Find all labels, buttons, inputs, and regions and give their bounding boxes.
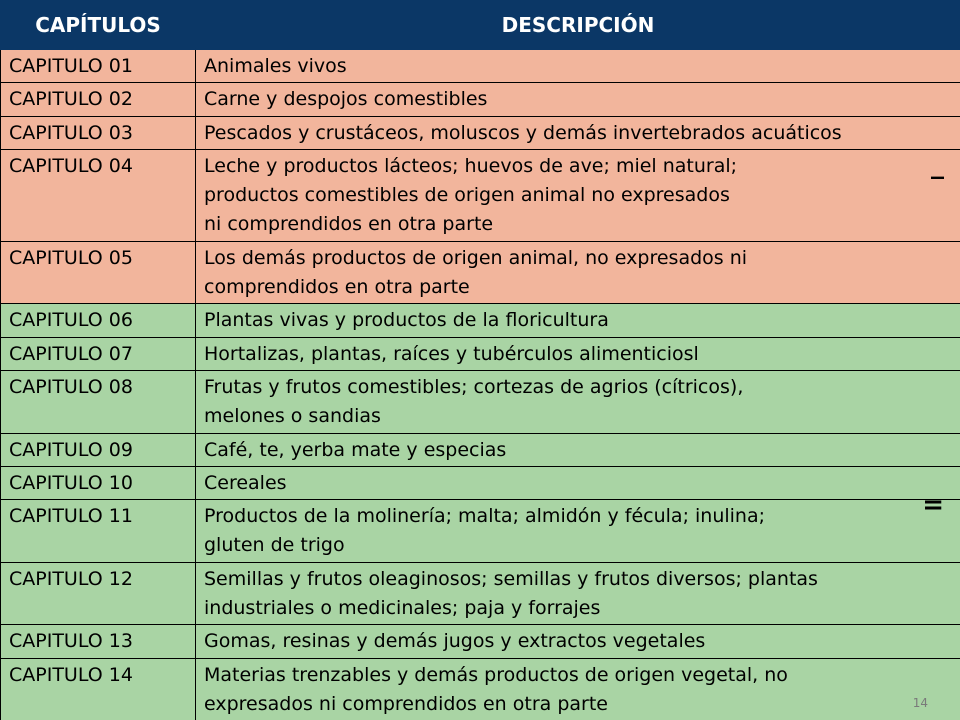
chapter-cell: CAPITULO 13	[1, 625, 196, 658]
table-row	[1, 562, 960, 625]
description-cell: Animales vivos	[196, 50, 960, 83]
description-cell: Semillas y frutos oleaginosos; semillas y frutos diversos; plantas industriales o medicinales; paja y forrajes	[196, 562, 960, 625]
table-header	[1, 1, 960, 50]
vegetal-group-marker: =	[922, 490, 944, 520]
table-row	[1, 116, 960, 149]
chapter-cell: CAPITULO 06	[1, 304, 196, 337]
table-row	[1, 625, 960, 658]
table-row	[1, 337, 960, 370]
chapter-cell: CAPITULO 01	[1, 50, 196, 83]
description-cell: Pescados y crustáceos, moluscos y demás invertebrados acuáticos	[196, 116, 960, 149]
table-row	[1, 50, 960, 83]
chapter-cell: CAPITULO 10	[1, 466, 196, 499]
description-cell: Hortalizas, plantas, raíces y tubérculos alimenticiosl	[196, 337, 960, 370]
header-description: DESCRIPCIÓN	[196, 1, 960, 50]
animal-group-marker: _	[931, 150, 944, 180]
table-row	[1, 241, 960, 304]
chapter-cell: CAPITULO 12	[1, 562, 196, 625]
chapter-cell: CAPITULO 02	[1, 83, 196, 116]
slide-number: 14	[912, 696, 928, 710]
chapter-cell: CAPITULO 04	[1, 149, 196, 241]
table-row	[1, 658, 960, 720]
table-row	[1, 433, 960, 466]
description-cell: Café, te, yerba mate y especias	[196, 433, 960, 466]
description-cell: Frutas y frutos comestibles; cortezas de agrios (cítricos), melones o sandias	[196, 370, 960, 433]
chapter-cell: CAPITULO 14	[1, 658, 196, 720]
table-body	[1, 50, 960, 720]
chapter-cell: CAPITULO 09	[1, 433, 196, 466]
description-cell: Los demás productos de origen animal, no expresados ni comprendidos en otra parte	[196, 241, 960, 304]
table-row	[1, 304, 960, 337]
description-cell: Leche y productos lácteos; huevos de ave; miel natural; productos comestibles de origen animal no expresados ni comprendidos en otra parte	[196, 149, 960, 241]
description-cell: Productos de la molinería; malta; almidón y fécula; inulina; gluten de trigo	[196, 500, 960, 563]
header-row	[1, 1, 960, 50]
table-row	[1, 466, 960, 499]
description-cell: Materias trenzables y demás productos de origen vegetal, no expresados ni comprendidos en otra parte	[196, 658, 960, 720]
chapter-cell: CAPITULO 11	[1, 500, 196, 563]
chapter-cell: CAPITULO 08	[1, 370, 196, 433]
description-cell: Carne y despojos comestibles	[196, 83, 960, 116]
table-row	[1, 500, 960, 563]
table-row	[1, 370, 960, 433]
header-chapters: CAPÍTULOS	[1, 1, 196, 50]
chapter-cell: CAPITULO 07	[1, 337, 196, 370]
table-row	[1, 83, 960, 116]
description-cell: Cereales	[196, 466, 960, 499]
chapter-cell: CAPITULO 05	[1, 241, 196, 304]
chapter-cell: CAPITULO 03	[1, 116, 196, 149]
table-row	[1, 149, 960, 241]
description-cell: Plantas vivas y productos de la floricultura	[196, 304, 960, 337]
description-cell: Gomas, resinas y demás jugos y extractos vegetales	[196, 625, 960, 658]
